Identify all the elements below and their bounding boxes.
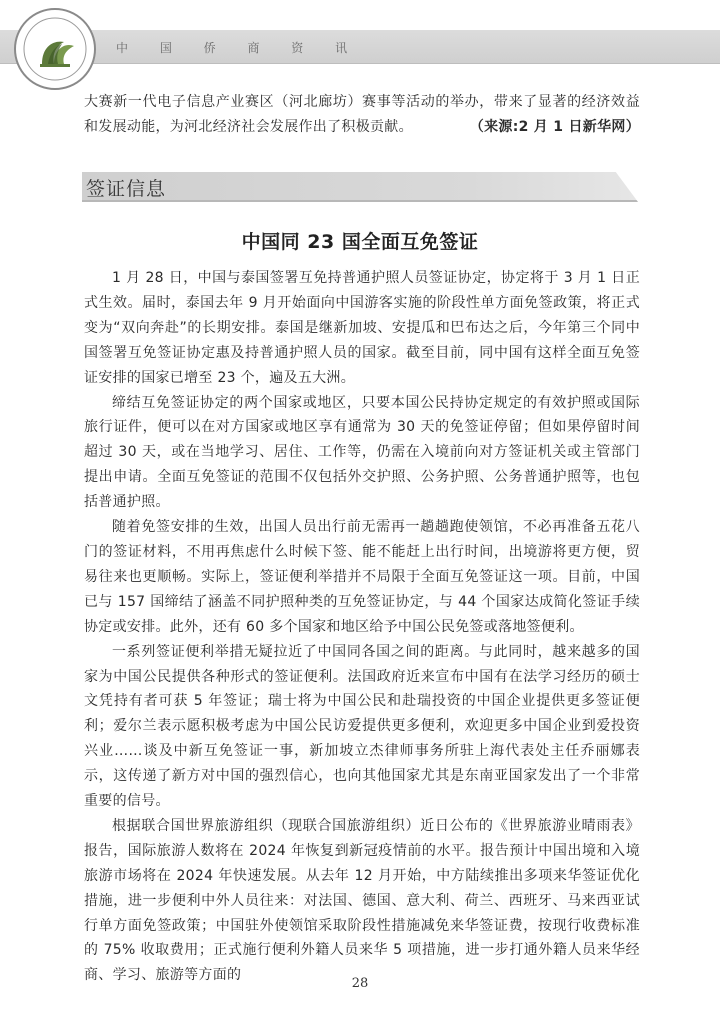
page-number: 28 xyxy=(351,976,369,991)
section-title: 签证信息 xyxy=(86,178,167,200)
intro-paragraph xyxy=(84,90,640,140)
intro-block xyxy=(84,90,640,140)
publication-logo-icon xyxy=(12,6,98,92)
article-paragraph: 根据联合国世界旅游组织（现联合国旅游组织）近日公布的《世界旅游业晴雨表》报告，国际旅游人数将在 2024 年恢复到新冠疫情前的水平。报告预计中国出境和入境旅游市场将在 2024 年快速发展。从去年 12 月开始，中方陆续推出多项来华签证优化措施，进一步便利中外人员往来：对法国、德国、意大利、荷兰、西班牙、马来西亚试行单方面免签政策；中国驻外使领馆采取阶段性措施减免来华签证费，按现行收费标准的 75% 收取费用；正式施行便利外籍人员来华 5 项措施，进一步打通外籍人员来华经商、学习、旅游等方面的 xyxy=(84,817,640,984)
article-paragraph: 一系列签证便利举措无疑拉近了中国同各国之间的距离。与此同时，越来越多的国家为中国公民提供各种形式的签证便利。法国政府近来宣布中国有在法学习经历的硕士文凭持有者可获 5 年签证；瑞士将为中国公民和赴瑞投资的中国企业提供更多签证便利；爱尔兰表示愿积极考虑为中国公民访爱提供更多便利，欢迎更多中国企业到爱投资兴业……谈及中新互免签证一事，新加坡立杰律师事务所驻上海代表处主任乔丽娜表示，这传递了新方对中国的强烈信心，也向其他国家尤其是东南亚国家发出了一个非常重要的信号。 xyxy=(84,643,640,810)
intro-source: （来源:2 月 1 日新华网） xyxy=(469,118,640,135)
article-body xyxy=(84,266,640,988)
article-title: 中国同 23 国全面互免签证 xyxy=(241,231,479,253)
article-paragraph: 缔结互免签证协定的两个国家或地区，只要本国公民持协定规定的有效护照或国际旅行证件，便可以在对方国家或地区享有通常为 30 天的免签证停留；但如果停留时间超过 30 天，或在当地学习、居住、工作等，仍需在入境前向对方签证机关或主管部门提出申请。全面互免签证的范围不仅包括外交护照、公务护照、公务普通护照等，也包括普通护照。 xyxy=(84,394,640,511)
article-paragraph: 1 月 28 日，中国与泰国签署互免持普通护照人员签证协定，协定将于 3 月 1 日正式生效。届时，泰国去年 9 月开始面向中国游客实施的阶段性单方面免签政策，将正式变为“双向奔赴”的长期安排。泰国是继新加坡、安提瓜和巴布达之后，今年第三个同中国签署互免签证协定惠及持普通护照人员的国家。截至目前，同中国有这样全面互免签证安排的国家已增至 23 个，遍及五大洲。 xyxy=(84,270,640,386)
intro-text: 大赛新一代电子信息产业赛区（河北廊坊）赛事等活动的举办，带来了显著的经济效益和发展动能，为河北经济社会发展作出了积极贡献。 xyxy=(84,94,640,135)
article-paragraph: 随着免签安排的生效，出国人员出行前无需再一趟趟跑使领馆，不必再准备五花八门的签证材料，不用再焦虑什么时候下签、能不能赶上出行时间，出境游将更方便，贸易往来也更顺畅。实际上，签证便利举措并不局限于全面互免签证这一项。目前，中国已与 157 国缔结了涵盖不同护照种类的互免签证协定，与 44 个国家达成简化签证手续协定或安排。此外，还有 60 多个国家和地区给予中国公民免签或落地签便利。 xyxy=(84,519,640,635)
header-title: 中 国 侨 商 资 讯 xyxy=(116,41,362,55)
